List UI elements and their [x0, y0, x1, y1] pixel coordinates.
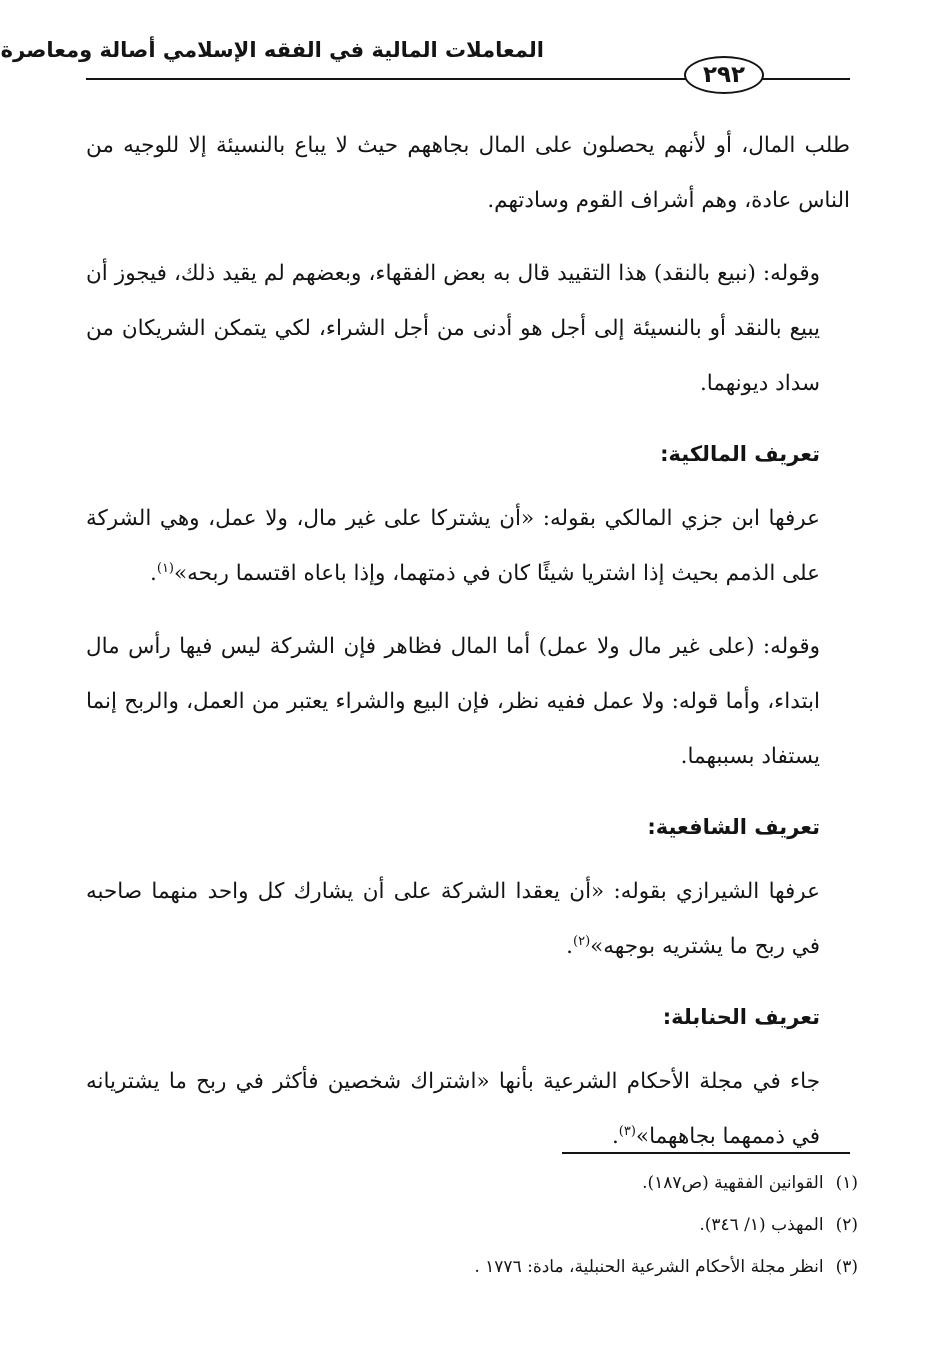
paragraph-6	[86, 1054, 850, 1164]
footnote-text: القوانين الفقهية (ص١٨٧).	[642, 1173, 824, 1193]
footnote-number: (١)	[835, 1173, 858, 1193]
paragraph-1: طلب المال، أو لأنهم يحصلون على المال بجاههم حيث لا يباع بالنسيئة إلا للوجيه من الناس عادة، وهم أشراف القوم وسادتهم.	[86, 133, 850, 213]
paragraph-6-text: جاء في مجلة الأحكام الشرعية بأنها «اشتراك شخصين فأكثر في ربح ما يشتريانه في ذممهما بجاههما»	[86, 1069, 820, 1149]
paragraph-5-text: عرفها الشيرازي بقوله: «أن يعقدا الشركة على أن يشارك كل واحد منهما صاحبه في ربح ما يشتريه بوجهه»	[86, 879, 820, 959]
footnote-3	[258, 1246, 858, 1288]
heading-maliki: تعريف المالكية:	[660, 442, 820, 466]
page-number-badge: ٢٩٢	[684, 56, 764, 94]
paragraph-3-end: .	[150, 561, 157, 586]
paragraph-3-text: عرفها ابن جزي المالكي بقوله: «أن يشتركا على غير مال، ولا عمل، وهي الشركة على الذمم بحيث إذا اشتريا شيئًا كان في ذمتهما، وإذا باعاه اقتسما ربحه»	[86, 506, 820, 586]
footnote-text: المهذب (١/ ٣٤٦).	[699, 1215, 824, 1235]
footnote-2	[258, 1204, 858, 1246]
footnote-rule	[562, 1152, 850, 1154]
heading-shafii: تعريف الشافعية:	[647, 815, 820, 839]
footnote-ref-1: (١)	[156, 560, 174, 576]
heading-hanbali: تعريف الحنابلة:	[662, 1005, 820, 1029]
footnote-1	[258, 1162, 858, 1204]
footnote-text: انظر مجلة الأحكام الشرعية الحنبلية، مادة: ١٧٧٦ .	[474, 1257, 824, 1277]
footnote-ref-2: (٢)	[573, 933, 591, 949]
paragraph-6-end: .	[611, 1124, 619, 1149]
paragraph-4: وقوله: (على غير مال ولا عمل) أما المال فظاهر فإن الشركة ليس فيها رأس مال ابتداء، وأما قوله: ولا عمل ففيه نظر، فإن البيع والشراء يعتبر من العمل، والربح إنما يستفاد بسببهما.	[86, 634, 820, 769]
paragraph-5	[86, 864, 850, 974]
footnote-ref-3: (٣)	[618, 1123, 636, 1139]
footnote-number: (٢)	[835, 1215, 858, 1235]
running-header-title: المعاملات المالية في الفقه الإسلامي أصالة ومعاصرة	[0, 38, 544, 62]
footnote-number: (٣)	[835, 1257, 858, 1277]
body-text	[86, 118, 850, 1182]
footnotes	[258, 1162, 858, 1288]
paragraph-5-end: .	[566, 934, 573, 959]
paragraph-3	[86, 491, 850, 601]
paragraph-2: وقوله: (نبيع بالنقد) هذا التقييد قال به بعض الفقهاء، وبعضهم لم يقيد ذلك، فيجوز أن يبيع بالنقد أو بالنسيئة إلى أجل هو أدنى من أجل الشراء، لكي يتمكن الشريكان من سداد ديونهما.	[86, 261, 820, 396]
